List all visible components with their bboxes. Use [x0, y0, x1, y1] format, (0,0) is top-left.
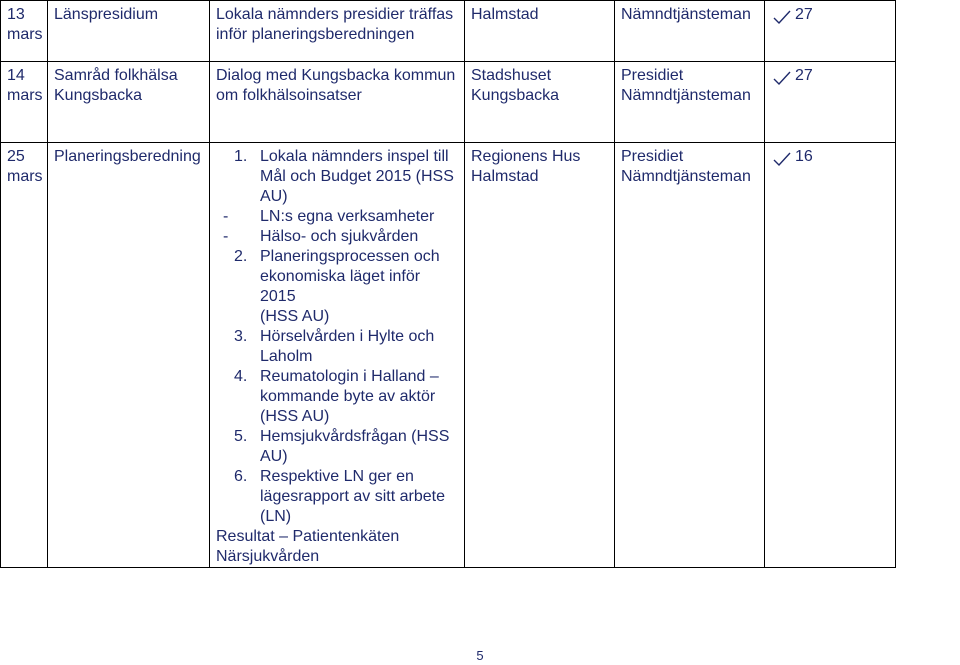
agenda-subitem: - Hälso- och sjukvården: [223, 228, 419, 245]
place-cell: Halmstad: [465, 1, 615, 62]
page-number: 5: [476, 648, 484, 663]
participants-cell: Presidiet Nämndtjänsteman: [615, 62, 765, 143]
agenda-footer: Resultat – Patientenkäten Närsjukvården: [216, 528, 400, 565]
checkmark-icon: [773, 71, 791, 85]
subject-cell: Lokala nämnders presidier träffas inför planeringsberedningen: [210, 1, 465, 62]
place-cell: Stadshuset Kungsbacka: [465, 62, 615, 143]
status-cell: 16: [765, 143, 896, 568]
participants-cell: Nämndtjänsteman: [615, 1, 765, 62]
agenda-item: 1. Lokala nämnders inspel till Mål och Budget 2015 (HSS AU): [234, 148, 454, 205]
agenda-subitem: - LN:s egna verksamheter: [223, 208, 435, 225]
agenda-cell: [210, 143, 465, 568]
meeting-cell: Planeringsberedning: [48, 143, 210, 568]
agenda-item: 4. Reumatologin i Halland – kommande byte av aktör (HSS AU): [234, 368, 439, 425]
subject-cell: Dialog med Kungsbacka kommun om folkhälsoinsatser: [210, 62, 465, 143]
agenda-item: 2. Planeringsprocessen och ekonomiska läget inför 2015 (HSS AU): [234, 248, 440, 325]
agenda-item: 6. Respektive LN ger en lägesrapport av sitt arbete (LN): [234, 468, 445, 525]
agenda-item: 5. Hemsjukvårdsfrågan (HSS AU): [234, 428, 450, 465]
checkmark-icon: [773, 152, 791, 166]
checkmark-icon: [773, 10, 791, 24]
agenda-item: 3. Hörselvården i Hylte och Laholm: [234, 328, 435, 365]
meeting-cell: Länspresidium: [48, 1, 210, 62]
place-cell: Regionens Hus Halmstad: [465, 143, 615, 568]
date-cell: 25 mars: [1, 143, 48, 568]
status-cell: 27: [765, 1, 896, 62]
agenda-list: [210, 147, 458, 207]
date-cell: 13 mars: [1, 1, 48, 62]
table-row: [1, 143, 959, 568]
table-row: [1, 62, 959, 143]
table-row: [1, 1, 959, 62]
date-cell: 14 mars: [1, 62, 48, 143]
meeting-cell: Samråd folkhälsa Kungsbacka: [48, 62, 210, 143]
agenda-sublist: [210, 207, 458, 247]
status-cell: 27: [765, 62, 896, 143]
participants-cell: Presidiet Nämndtjänsteman: [615, 143, 765, 568]
